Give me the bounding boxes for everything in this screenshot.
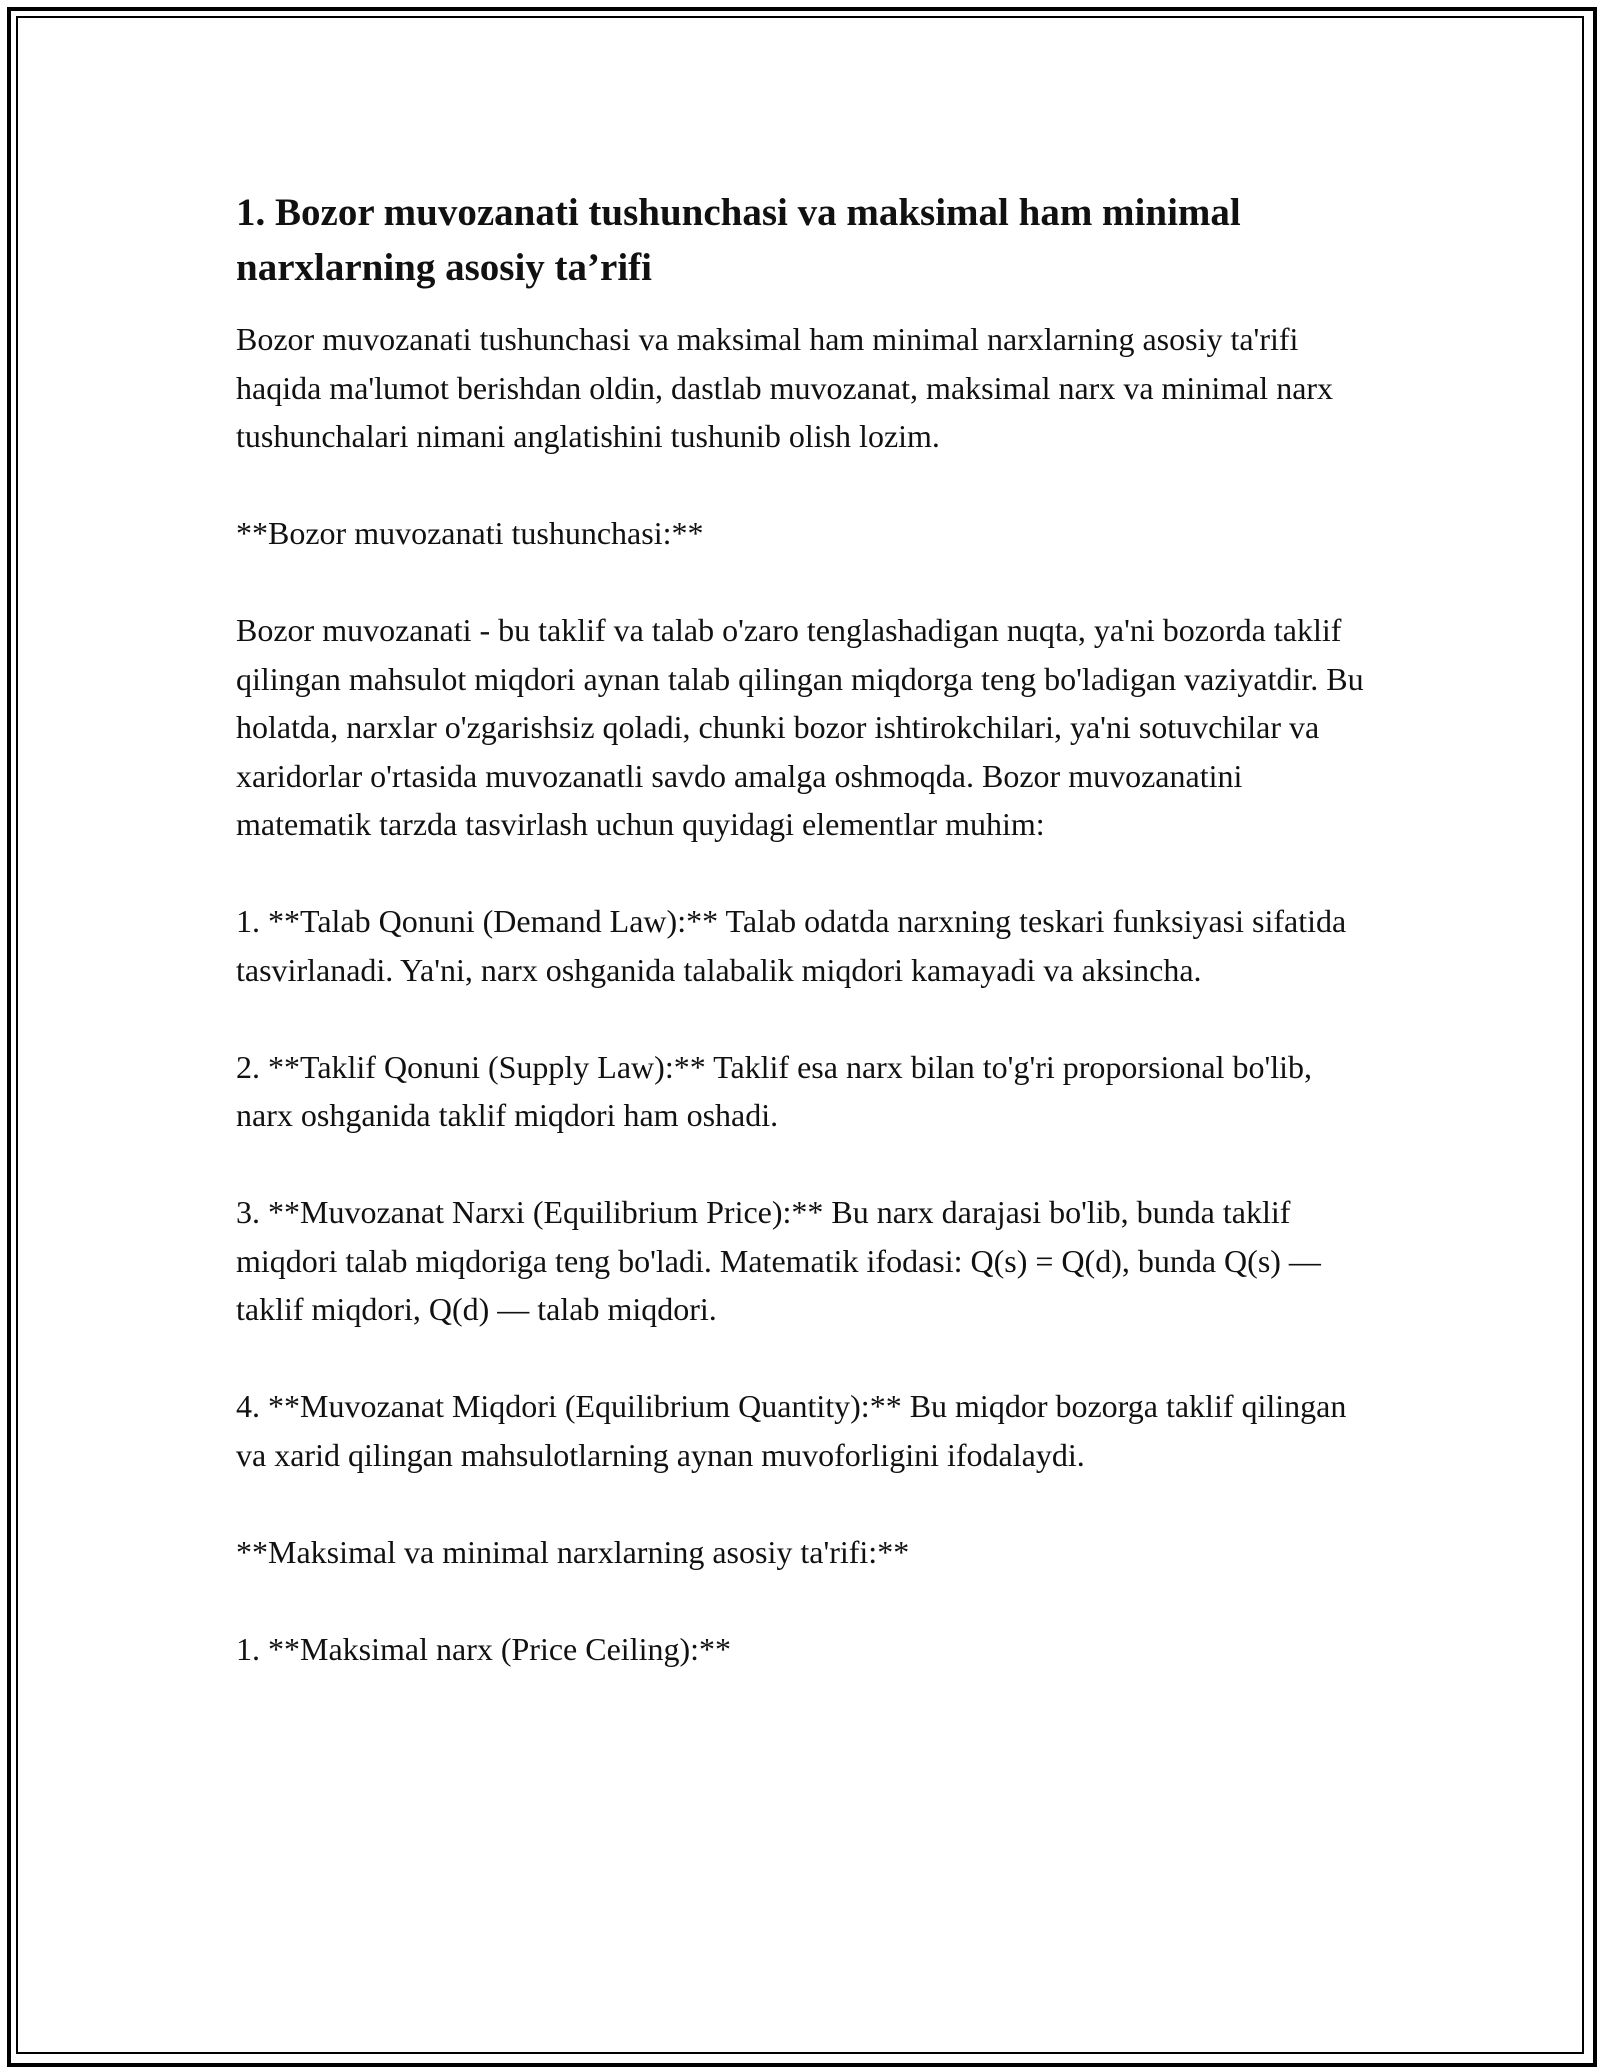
list-item-supply-law: 2. **Taklif Qonuni (Supply Law):** Taklif esa narx bilan to'g'ri proporsional bo'lib, narx oshganida taklif miqdori ham oshadi. [236, 1048, 1313, 1133]
document-title: 1. Bozor muvozanati tushunchasi va maksimal ham minimal narxlarning asosiy ta’rifi [236, 191, 1241, 289]
document-body [236, 185, 1376, 1722]
list-item-price-ceiling: 1. **Maksimal narx (Price Ceiling):** [236, 1630, 732, 1667]
list-item-equilibrium-quantity: 4. **Muvozanat Miqdori (Equilibrium Quantity):** Bu miqdor bozorga taklif qilingan va xarid qilingan mahsulotlarning aynan muvoforligini ifodalaydi. [236, 1388, 1347, 1473]
list-item-equilibrium-price: 3. **Muvozanat Narxi (Equilibrium Price):** Bu narx darajasi bo'lib, bunda taklif miqdori talab miqdoriga teng bo'ladi. Matematik ifodasi: Q(s) = Q(d), bunda Q(s) — taklif miqdori, Q(d) — talab miqdori. [236, 1194, 1321, 1327]
equilibrium-definition-paragraph: Bozor muvozanati - bu taklif va talab o'zaro tenglashadigan nuqta, ya'ni bozorda taklif qilingan mahsulot miqdori aynan talab qilingan miqdorga teng bo'ladigan vaziyatdir. Bu holatda, narxlar o'zgarishsiz qoladi, chunki bozor ishtirokchilari, ya'ni sotuvchilar va xaridorlar o'rtasida muvozanatli savdo amalga oshmoqda. Bozor muvozanatini matematik tarzda tasvirlash uchun quyidagi elementlar muhim: [236, 612, 1364, 842]
section-heading-max-min-prices: **Maksimal va minimal narxlarning asosiy ta'rifi:** [236, 1533, 910, 1570]
section-heading-market-equilibrium: **Bozor muvozanati tushunchasi:** [236, 515, 704, 551]
intro-paragraph: Bozor muvozanati tushunchasi va maksimal ham minimal narxlarning asosiy ta'rifi haqida ma'lumot berishdan oldin, dastlab muvozanat, maksimal narx va minimal narx tushunchalari nimani anglatishini tushunib olish lozim. [236, 321, 1334, 454]
list-item-demand-law: 1. **Talab Qonuni (Demand Law):** Talab odatda narxning teskari funksiyasi sifatida tasvirlanadi. Ya'ni, narx oshganida talabalik miqdori kamayadi va aksincha. [236, 903, 1347, 988]
